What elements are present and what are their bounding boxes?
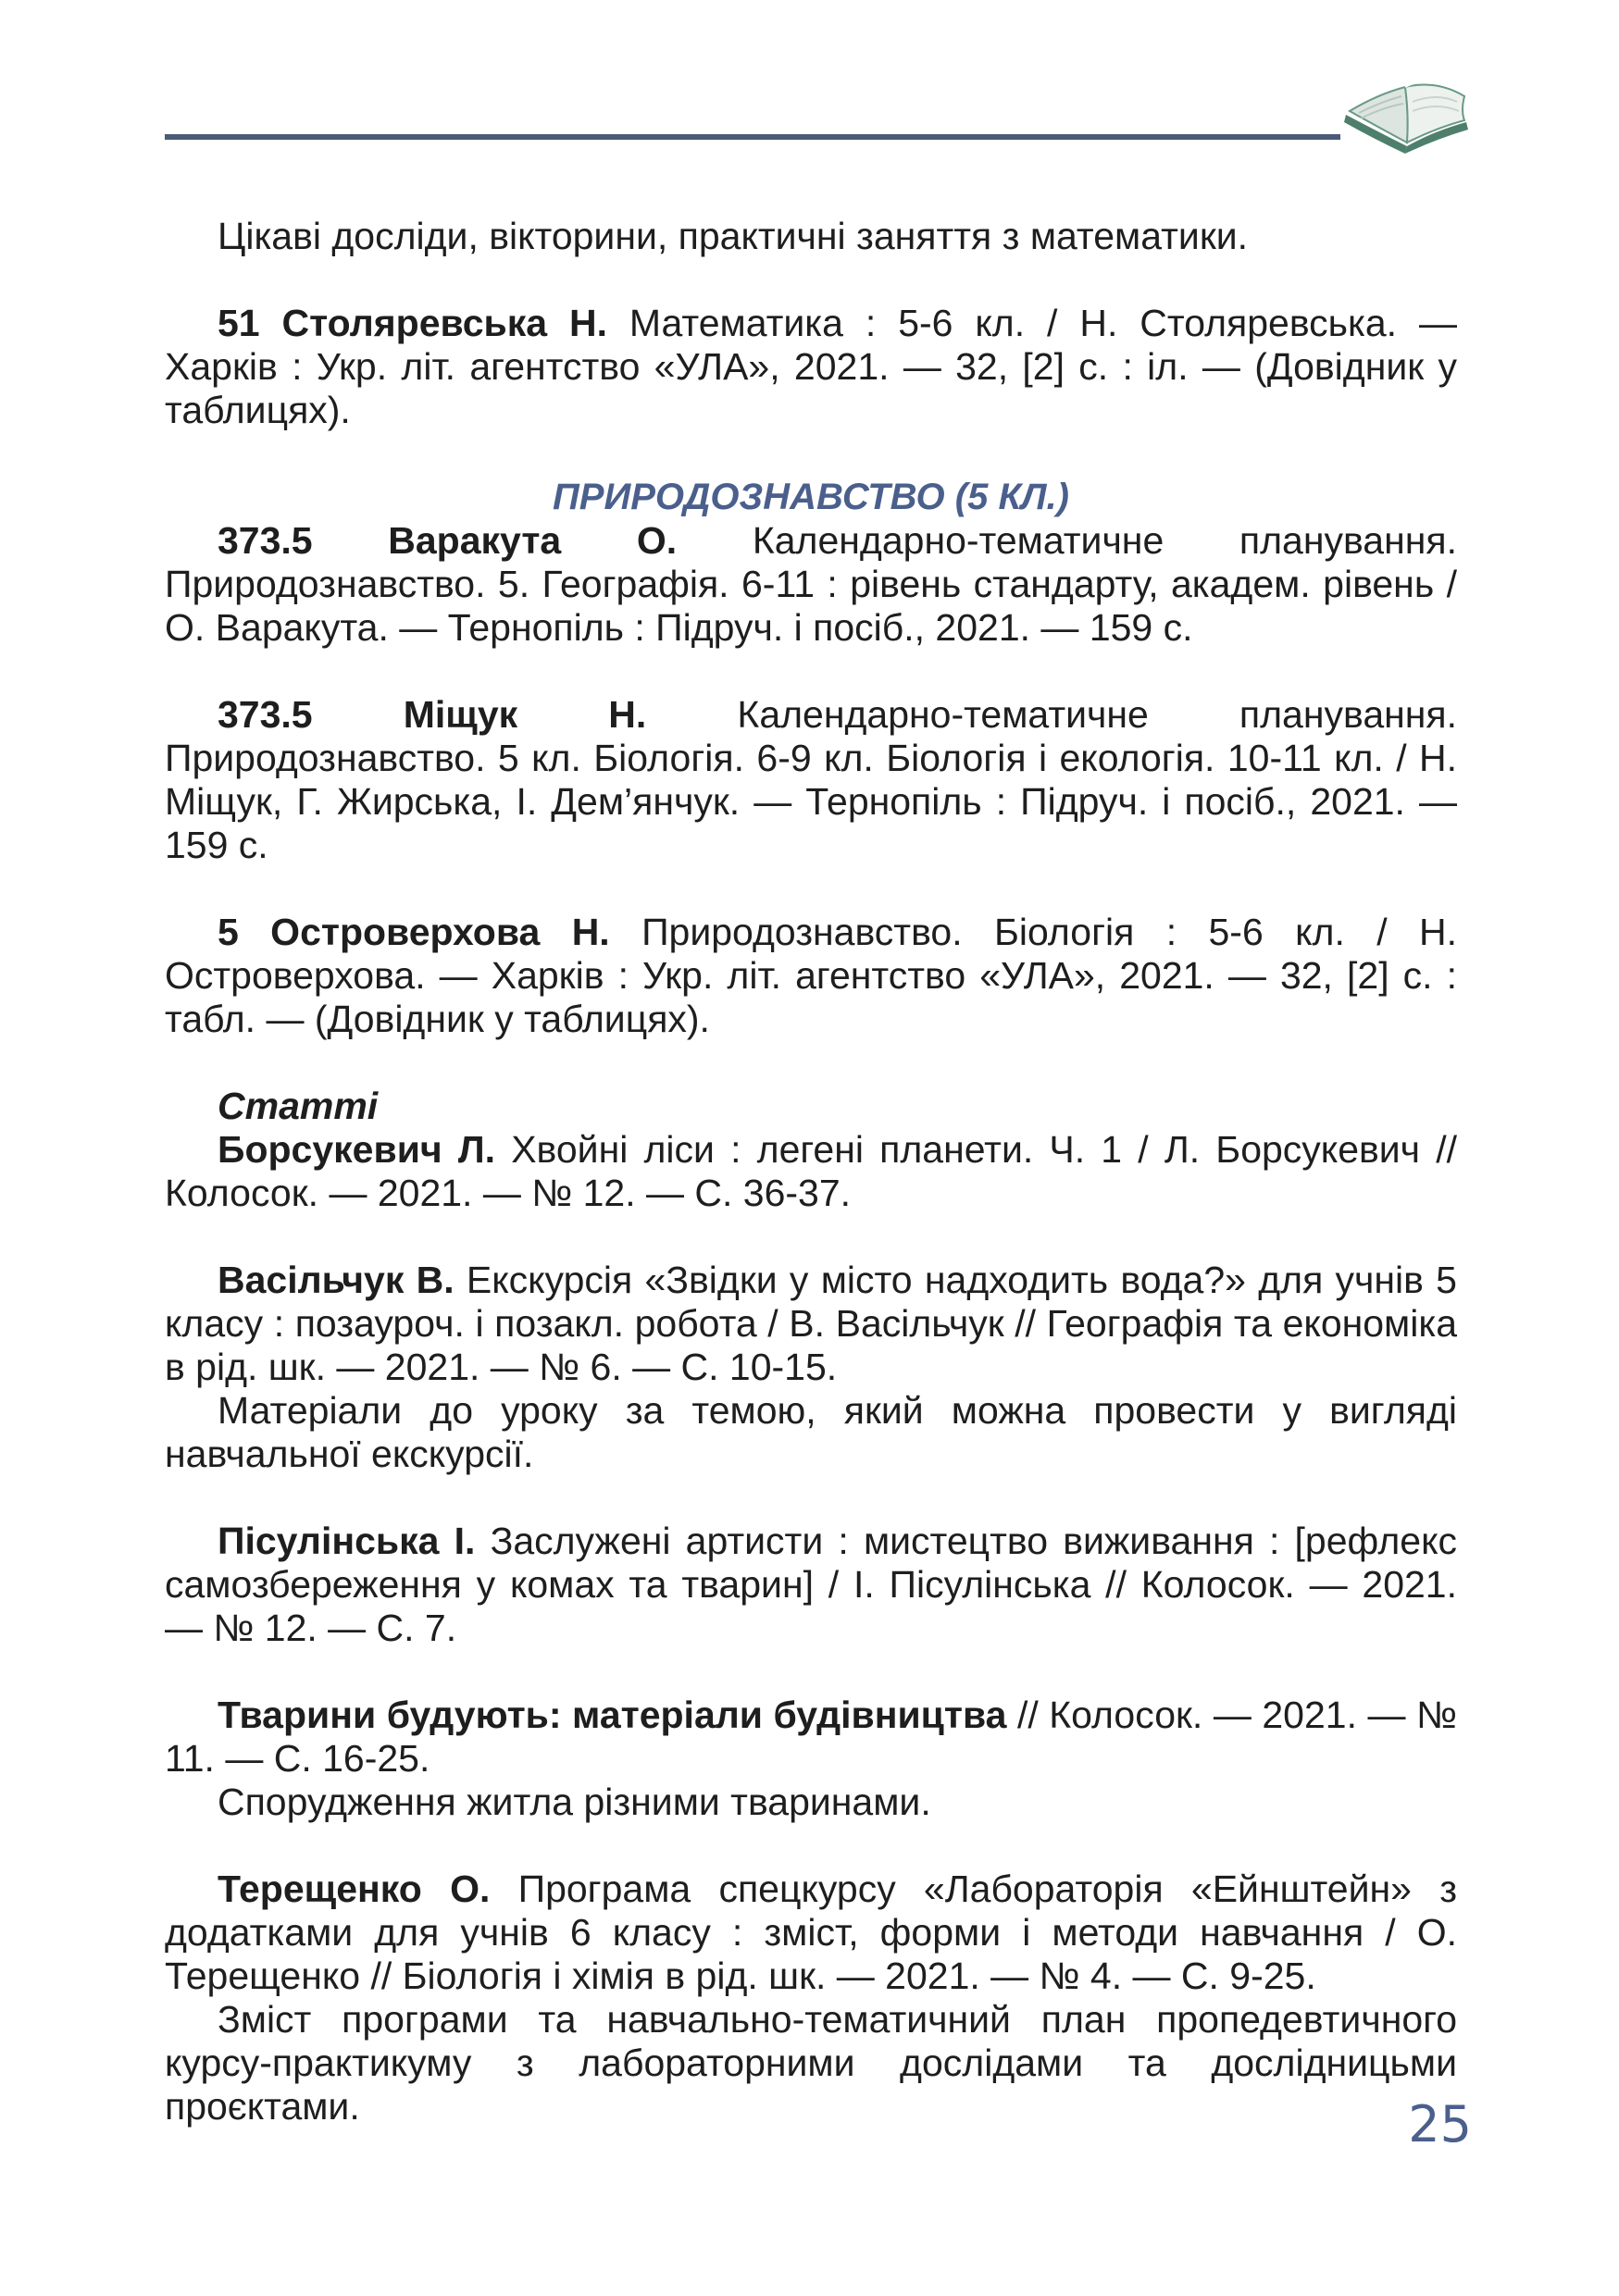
intro-text: Цікаві досліди, вікторини, практичні заняття з математики. <box>218 215 1249 257</box>
entry-text: // Колосок. — 2021. — № 11. — С. 16-25. <box>165 1694 1458 1780</box>
bibliography-content <box>165 215 1457 2128</box>
entry-lead: Терещенко О. <box>218 1868 491 1910</box>
entry-annotation: Зміст програми та навчально-тематичний план пропедевтичного курсу-практикуму з лабораторними дослідами та дослідницьми проєктами. <box>165 1998 1457 2128</box>
bibliography-entry <box>165 911 1457 1041</box>
bibliography-entry <box>165 302 1457 432</box>
bibliography-entry <box>165 1868 1457 1998</box>
entry-text: Календарно-тематичне планування. Природознавство. 5 кл. Біологія. 6-9 кл. Біологія і екологія. 10-11 кл. / Н. Міщук, Г. Жирська, І. Дем’янчук. — Тернопіль : Підруч. і посіб., 2021. — 159 с. <box>165 693 1457 866</box>
entry-text: Заслужені артисти : мистецтво виживання : [рефлекс самозбереження у комах та тварин] / І. Пісулінська // Колосок. — 2021. — № 12. — С. 7. <box>165 1520 1457 1649</box>
section-heading: ПРИРОДОЗНАВСТВО (5 КЛ.) <box>553 477 1069 517</box>
entry-text: Програма спецкурсу «Лабораторія «Ейнштейн» з додатками для учнів 6 класу : зміст, форми і методи навчання / О. Терещенко // Біологія і хімія в рід. шк. — 2021. — № 4. — С. 9-25. <box>165 1868 1457 1997</box>
entry-lead: Борсукевич Л. <box>218 1128 496 1171</box>
open-book-icon <box>1340 74 1470 167</box>
bibliography-entry <box>165 519 1457 650</box>
articles-heading: Статті <box>218 1085 379 1127</box>
entry-text: Календарно-тематичне планування. Природознавство. 5. Географія. 6-11 : рівень стандарту, академ. рівень / О. Варакута. — Тернопіль : Підруч. і посіб., 2021. — 159 с. <box>165 519 1457 649</box>
page-number: 25 <box>1408 2095 1472 2153</box>
entry-lead: 373.5 Міщук Н. <box>218 693 647 736</box>
entry-lead: Васільчук В. <box>218 1259 455 1301</box>
entry-annotation: Спорудження житла різними тваринами. <box>218 1781 931 1823</box>
entry-annotation: Матеріали до уроку за темою, який можна провести у вигляді навчальної екскурсії. <box>165 1389 1457 1475</box>
entry-lead: 5 Островерхова Н. <box>218 911 610 953</box>
entry-lead: Пісулінська І. <box>218 1520 476 1562</box>
entry-text: Природознавство. Біологія : 5-6 кл. / Н. Островерхова. — Харків : Укр. літ. агентство «УЛА», 2021. — 32, [2] с. : табл. — (Довідник у таблицях). <box>165 911 1457 1040</box>
entry-text: Хвойні ліси : легені планети. Ч. 1 / Л. Борсукевич // Колосок. — 2021. — № 12. — С. 36-37. <box>165 1128 1457 1214</box>
bibliography-entry <box>165 1520 1457 1650</box>
entry-lead: 51 Столяревська Н. <box>218 302 607 344</box>
header-rule <box>165 134 1340 140</box>
bibliography-entry <box>165 1694 1457 1781</box>
entry-text: Математика : 5-6 кл. / Н. Столяревська. — Харків : Укр. літ. агентство «УЛА», 2021. — 32, [2] с. : іл. — (Довідник у таблицях). <box>165 302 1457 431</box>
entry-text: Екскурсія «Звідки у місто надходить вода?» для учнів 5 класу : позауроч. і позакл. робота / В. Васільчук // Географія та економіка в рід. шк. — 2021. — № 6. — С. 10-15. <box>165 1259 1457 1388</box>
entry-lead: 373.5 Варакута О. <box>218 519 678 562</box>
bibliography-entry <box>165 1259 1457 1389</box>
entry-lead: Тварини будують: матеріали будівництва <box>218 1694 1007 1736</box>
bibliography-entry <box>165 1128 1457 1215</box>
bibliography-entry <box>165 693 1457 867</box>
